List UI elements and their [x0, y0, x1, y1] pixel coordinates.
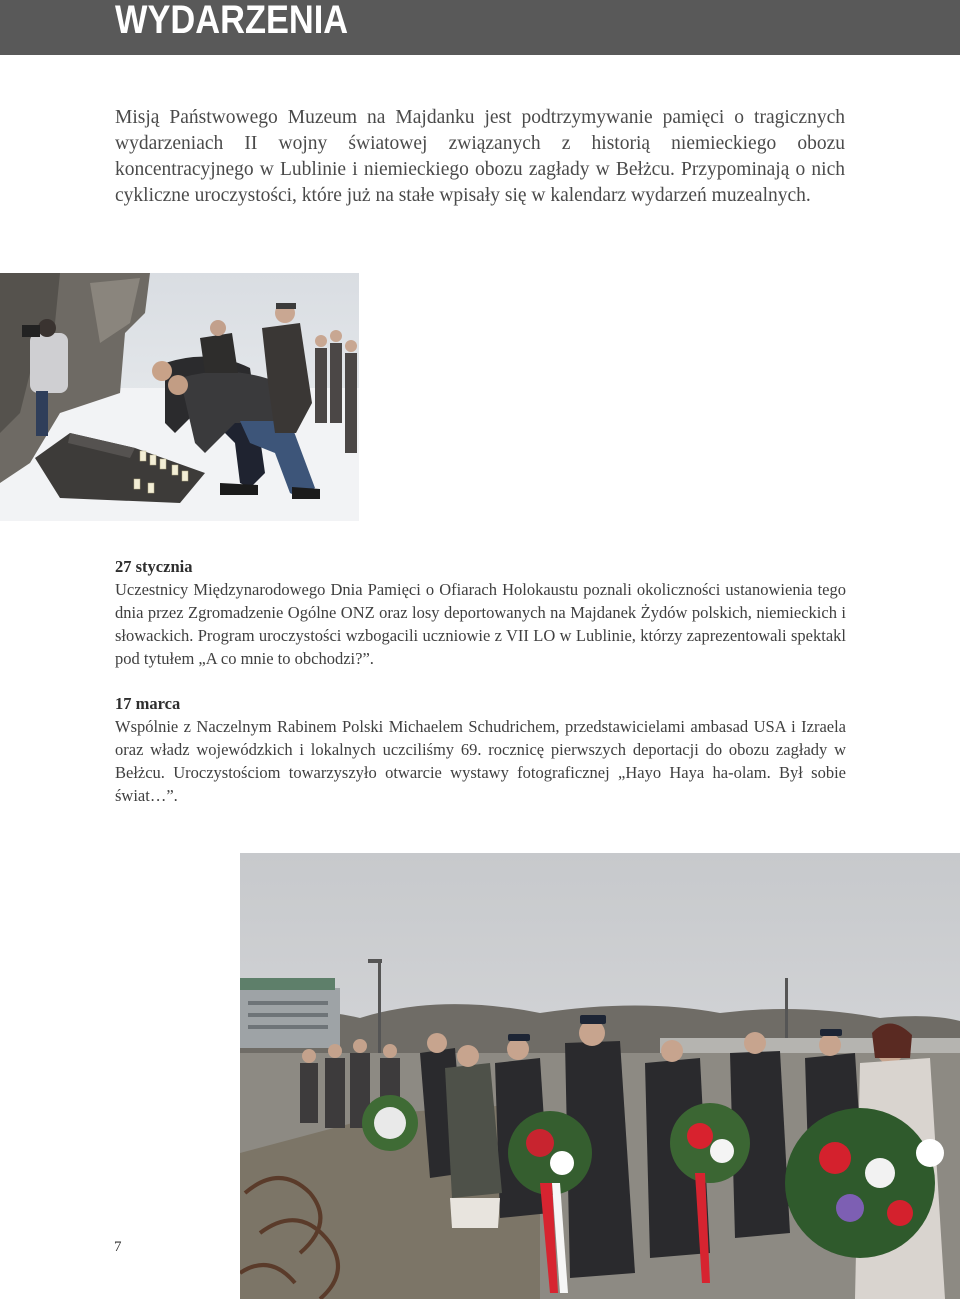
event-january	[115, 555, 846, 670]
event-date: 27 stycznia	[115, 557, 193, 576]
event-date: 17 marca	[115, 694, 181, 713]
page-number: 7	[114, 1239, 122, 1255]
event-description: Wspólnie z Naczelnym Rabinem Polski Michaelem Schudrichem, przedstawicielami ambasad USA i Izraela oraz władz wojewódzkich i lokalnych uczciliśmy 69. rocznicę pierwszych deportacji do obozu zagłady w Bełżcu. Uroczystościom towarzyszyło otwarcie wystawy fotograficznej „Hayo Haya ha-olam. Był sobie świat…”.	[115, 717, 846, 805]
page-title: WYDARZENIA	[115, 0, 349, 42]
photo-procession-wreaths	[240, 853, 960, 1299]
event-description: Uczestnicy Międzynarodowego Dnia Pamięci o Ofiarach Holokaustu poznali okoliczności ustanowienia tego dnia przez Zgromadzenie Ogólne ONZ oraz losy deportowanych na Majdanek Żydów polskich, niemieckich i słowackich. Program uroczystości wzbogacili uczniowie z VII LO w Lublinie, którzy zaprezentowali spektakl pod tytułem „A co mnie to obchodzi?”.	[115, 580, 846, 668]
photo-memorial-candles	[0, 273, 359, 521]
event-march	[115, 692, 846, 807]
intro-paragraph: Misją Państwowego Muzeum na Majdanku jest podtrzymywanie pamięci o tragicznych wydarzeniach II wojny światowej związanych z historią niemieckiego obozu koncentracyjnego w Lublinie i niemieckiego obozu zagłady w Bełżcu. Przypominają o nich cykliczne uroczystości, które już na stałe wpisały się w kalendarz wydarzeń muzealnych.	[115, 107, 845, 206]
header-bar	[0, 0, 960, 55]
